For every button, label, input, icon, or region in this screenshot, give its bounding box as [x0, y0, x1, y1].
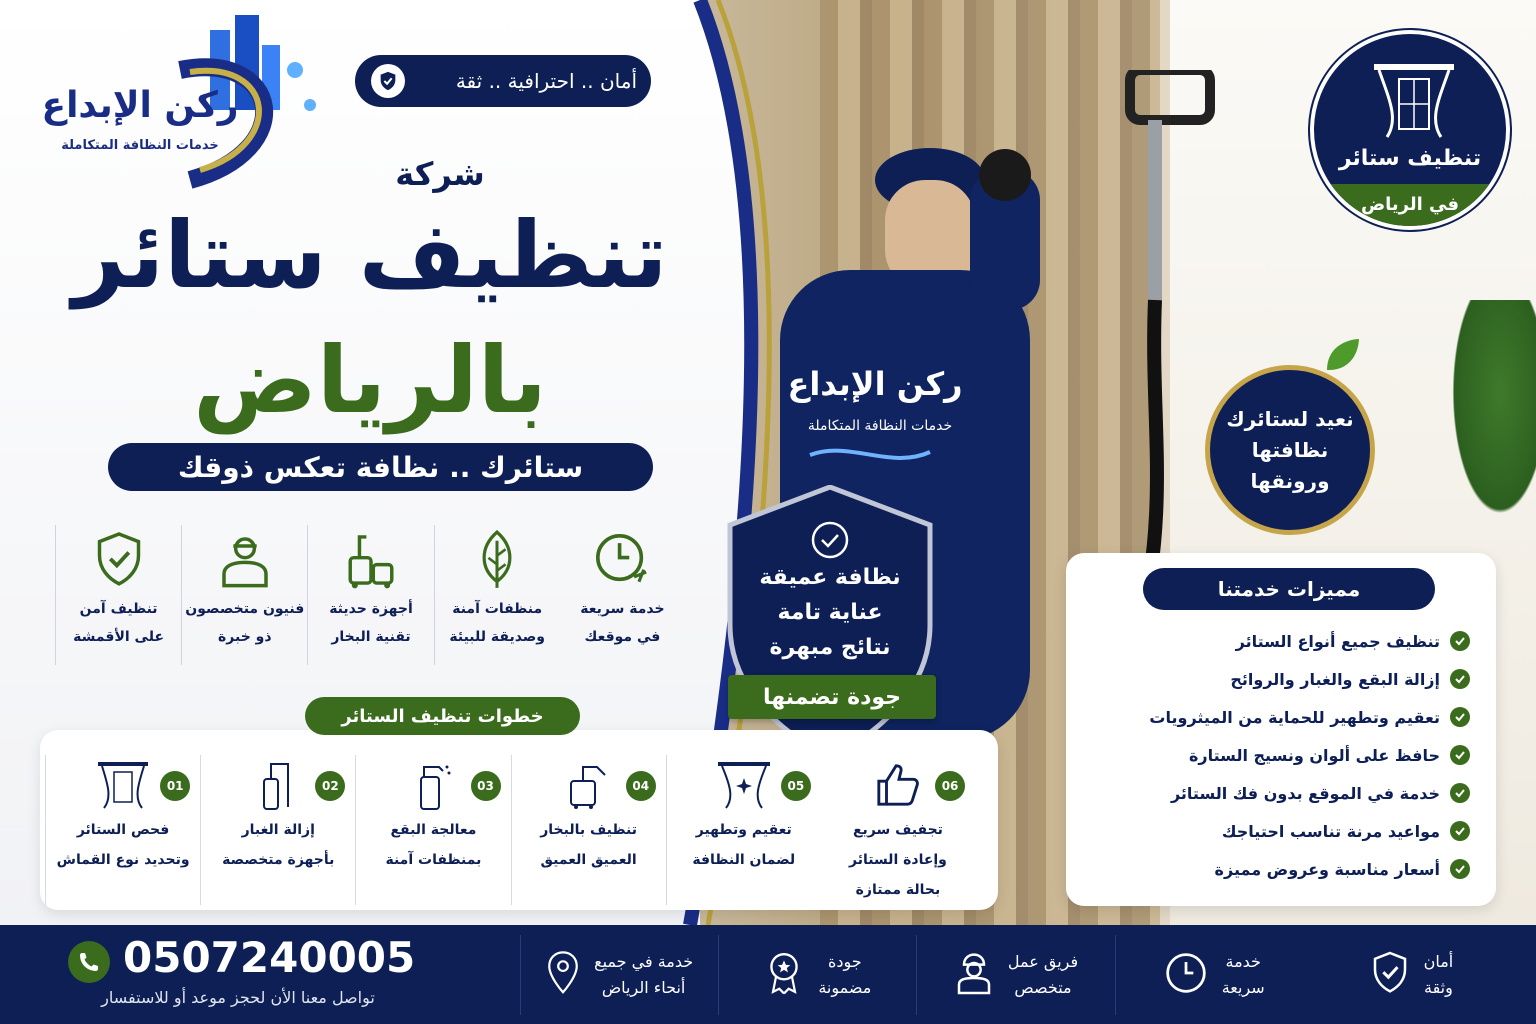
feature-line1: فنيون متخصصون [185, 601, 305, 617]
shield-line: نظافة عميقة [759, 565, 901, 590]
clock-icon [1164, 951, 1208, 999]
phone-icon[interactable] [68, 941, 110, 983]
quality-ribbon: جودة تضمنها [728, 675, 936, 719]
footer-item-line2: وثقة [1423, 978, 1453, 997]
feature-line1: تنظيف آمن [79, 601, 158, 617]
footer-item-line2: متخصص [1014, 978, 1072, 997]
list-item [1090, 698, 1470, 736]
step-line2: لضمان النظافة [692, 852, 796, 868]
step-item [821, 755, 975, 905]
step-line1: تنظيف بالبخار [540, 822, 637, 838]
step-number: 03 [471, 771, 501, 801]
brand-tagline: خدمات النظافة المتكاملة [61, 138, 219, 153]
feature-line2: على الأقمشة [73, 629, 165, 645]
advantage-text: تنظيف جميع أنواع الستائر [1235, 631, 1440, 651]
step-number: 04 [626, 771, 656, 801]
shirt-logo-name: ركن الإبداع [787, 365, 963, 403]
clock-icon [560, 525, 685, 595]
feature-line1: أجهزة حديثة [329, 601, 413, 617]
feature-item [55, 525, 181, 665]
feature-line2: تقنية البخار [331, 629, 411, 645]
location-pin-icon [546, 951, 580, 999]
check-icon [1450, 783, 1470, 803]
feature-item [307, 525, 433, 665]
footer-item-line2: مضمونة [818, 978, 872, 997]
headline-city: بالرياض [193, 327, 547, 434]
shirt-logo-tagline: خدمات النظافة المتكاملة [807, 418, 953, 434]
step-line1: تعقيم وتطهير [695, 822, 792, 838]
step-line1: تجفيف سريع [852, 822, 943, 838]
quality-badge-icon [764, 951, 804, 999]
phone-number[interactable]: 0507240005 [123, 933, 416, 982]
footer-item-line1: جودة [827, 952, 862, 971]
footer-item-line2: أنحاء الرياض [601, 978, 686, 997]
footer-item [1115, 935, 1313, 1015]
footer-item [1313, 935, 1510, 1015]
feature-item [560, 525, 685, 665]
step-line1: فحص الستائر [76, 822, 170, 838]
step-line2: وتحديد نوع القماش [56, 852, 190, 868]
feature-line1: خدمة سريعة [580, 601, 665, 617]
list-item [1090, 736, 1470, 774]
feature-line2: ذو خبرة [218, 629, 272, 645]
curtain-icon [1369, 59, 1459, 139]
service-badge-line2: في الرياض [1360, 194, 1460, 215]
check-icon [1450, 669, 1470, 689]
leaf-icon [1322, 335, 1362, 375]
steps-row [45, 755, 975, 905]
technician-icon [182, 525, 307, 595]
worker-icon [954, 951, 994, 999]
footer-item-line2: سريعة [1221, 978, 1265, 997]
footer-item [520, 935, 718, 1015]
feature-item [434, 525, 560, 665]
check-icon [1450, 631, 1470, 651]
step-number: 05 [781, 771, 811, 801]
leaf-icon [435, 525, 560, 595]
check-icon [1450, 821, 1470, 841]
list-item [1090, 622, 1470, 660]
footer-item [718, 935, 916, 1015]
trust-badge [355, 55, 651, 107]
check-icon [1450, 745, 1470, 765]
list-item [1090, 850, 1470, 888]
list-item [1090, 660, 1470, 698]
step-item [355, 755, 510, 905]
footer-item-line1: أمان [1423, 952, 1454, 971]
advantage-text: حافظ على ألوان ونسيج الستارة [1188, 745, 1440, 765]
step-line2: وإعادة الستائر [849, 852, 947, 868]
step-line2: بمنظفات آمنة [385, 852, 482, 868]
step-item [200, 755, 355, 905]
step-line1: معالجة البقع [390, 822, 477, 838]
list-item [1090, 774, 1470, 812]
promise-line: ورونقها [1250, 468, 1330, 493]
step-item [45, 755, 200, 905]
step-item [511, 755, 666, 905]
promise-line: نعيد لستائرك [1226, 406, 1354, 431]
promise-line: نظافتها [1251, 437, 1329, 462]
brand-name: ركن الإبداع [41, 85, 239, 126]
footer-item-line1: فريق عمل [1007, 952, 1079, 971]
footer-item-line1: خدمة [1225, 952, 1261, 971]
step-number: 06 [935, 771, 965, 801]
service-badge-line1: تنظيف ستائر [1338, 146, 1482, 171]
step-number: 01 [160, 771, 190, 801]
advantage-text: إزالة البقع والغبار والروائح [1230, 669, 1440, 689]
advantage-text: أسعار مناسبة وعروض مميزة [1214, 859, 1440, 879]
advantage-text: تعقيم وتطهير للحماية من الميثرويات [1149, 707, 1440, 727]
shield-line: نتائج مبهرة [769, 635, 891, 660]
contact-block [68, 933, 416, 1013]
service-badge-circle [1310, 30, 1510, 230]
step-line2: العميق العميق [540, 852, 637, 868]
shield-line: عناية تامة [777, 600, 883, 625]
brand-logo [30, 10, 320, 200]
headline-main: تنظيف ستائر [72, 202, 668, 309]
advantages-title: مميزات خدمتنا [1143, 568, 1435, 610]
promise-circle [1205, 365, 1375, 535]
shield-check-icon [1370, 951, 1410, 999]
footer-item [916, 935, 1114, 1015]
footer-features [520, 935, 1510, 1015]
steps-title: خطوات تنظيف الستائر [305, 697, 580, 735]
step-item [666, 755, 821, 905]
trust-badge-text: أمان .. احترافية .. ثقة [455, 69, 637, 93]
shield-check-icon [371, 64, 405, 98]
check-icon [1450, 707, 1470, 727]
headline-company: شركة [395, 155, 485, 193]
feature-line1: منظفات آمنة [452, 601, 543, 617]
check-icon [1450, 859, 1470, 879]
step-line3: بحالة ممتازة [855, 882, 941, 898]
feature-item [181, 525, 307, 665]
features-row [55, 525, 685, 665]
feature-line2: في موقعك [584, 629, 661, 645]
footer-item-line1: خدمة في جميع [594, 952, 694, 971]
step-number: 02 [315, 771, 345, 801]
steam-machine-icon [308, 525, 433, 595]
plant-image [1446, 300, 1536, 530]
shield-check-icon [56, 525, 181, 595]
advantage-text: خدمة في الموقع بدون فك الستائر [1170, 783, 1440, 803]
contact-cta: تواصل معنا الأن لحجز موعد أو للاستفسار [101, 988, 375, 1007]
feature-line2: وصديقة للبيئة [449, 629, 546, 645]
advantages-list [1090, 622, 1470, 888]
slogan-banner: ستائرك .. نظافة تعكس ذوقك [108, 443, 653, 491]
steam-wand-icon [1120, 70, 1220, 630]
step-line2: بأجهزة متخصصة [222, 852, 335, 868]
advantage-text: مواعيد مرنة تناسب احتياجك [1221, 821, 1440, 841]
list-item [1090, 812, 1470, 850]
step-line1: إزالة الغبار [241, 822, 315, 838]
